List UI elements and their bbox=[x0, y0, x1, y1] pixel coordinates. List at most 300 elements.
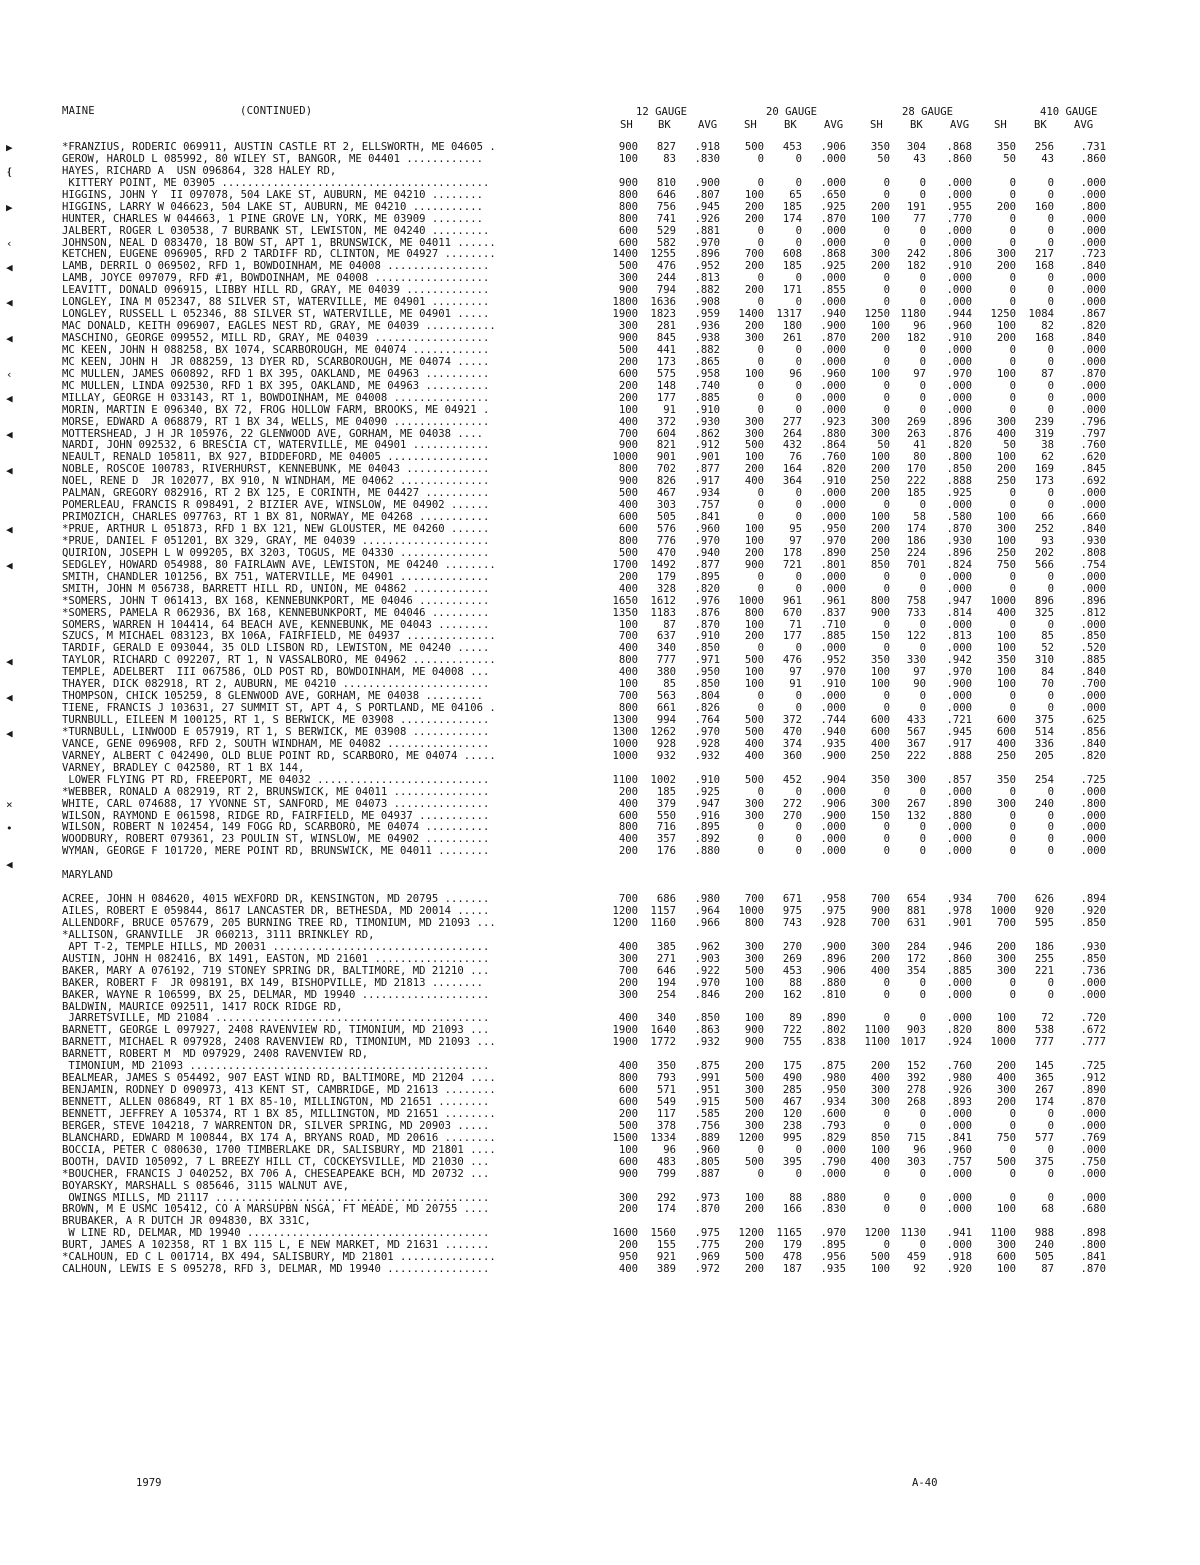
score-cell: 476 bbox=[656, 260, 676, 273]
column-header: AVG bbox=[698, 119, 718, 131]
score-cell: .000 bbox=[1080, 487, 1106, 500]
score-cell: .918 bbox=[946, 1251, 972, 1264]
score-cell: 217 bbox=[1034, 248, 1054, 261]
score-cell: 0 bbox=[757, 379, 764, 392]
score-cell: 1300 bbox=[612, 714, 638, 726]
score-cell: 1002 bbox=[650, 773, 676, 786]
shooter-entry: *SOMERS, PAMELA R 062936, BX 168, KENNEBUNKPORT, ME 04046 ......... bbox=[62, 607, 490, 619]
score-cell: 304 bbox=[906, 141, 926, 153]
score-cell: .896 bbox=[820, 952, 846, 965]
score-cell: .000 bbox=[946, 845, 972, 858]
score-cell: .970 bbox=[946, 367, 972, 380]
score-cell: 173 bbox=[656, 355, 676, 368]
score-cell: .820 bbox=[694, 582, 720, 595]
score-cell: 500 bbox=[744, 1155, 764, 1168]
score-cell: .850 bbox=[1080, 916, 1106, 929]
score-cell: .850 bbox=[946, 463, 972, 476]
score-cell: 100 bbox=[996, 451, 1016, 464]
score-cell: 0 bbox=[795, 176, 802, 189]
score-cell: 277 bbox=[782, 415, 802, 428]
score-cell: 174 bbox=[656, 1203, 676, 1216]
score-cell: .910 bbox=[946, 260, 972, 273]
score-cell: 0 bbox=[1047, 176, 1054, 189]
score-cell: .770 bbox=[946, 212, 972, 225]
score-cell: 200 bbox=[744, 200, 764, 213]
score-cell: 185 bbox=[906, 487, 926, 500]
score-cell: 0 bbox=[757, 391, 764, 404]
score-cell: .888 bbox=[946, 749, 972, 762]
score-cell: .000 bbox=[1080, 988, 1106, 1001]
margin-mark-icon: ◀ bbox=[6, 523, 13, 537]
score-cell: 0 bbox=[883, 236, 890, 249]
score-cell: 0 bbox=[883, 355, 890, 368]
score-cell: 733 bbox=[906, 606, 926, 619]
score-cell: 300 bbox=[996, 952, 1016, 965]
score-cell: 0 bbox=[795, 355, 802, 368]
shooter-entry: SOMERS, WARREN H 104414, 64 BEACH AVE, KENNEBUNK, ME 04043 ........ bbox=[62, 619, 490, 631]
score-cell: 600 bbox=[618, 1096, 638, 1108]
table-row bbox=[62, 727, 1142, 739]
margin-mark-icon: ◀ bbox=[6, 858, 13, 871]
score-cell: 700 bbox=[618, 690, 638, 703]
score-cell: .000 bbox=[820, 152, 846, 165]
score-cell: 0 bbox=[883, 821, 890, 834]
score-cell: .855 bbox=[820, 284, 846, 297]
margin-mark-icon: ❴ bbox=[6, 164, 13, 178]
score-cell: 171 bbox=[782, 284, 802, 297]
score-cell: 800 bbox=[618, 534, 638, 547]
score-cell: .856 bbox=[1080, 725, 1106, 738]
score-cell: .960 bbox=[694, 1143, 720, 1156]
score-cell: .924 bbox=[946, 1036, 972, 1049]
score-cell: 0 bbox=[883, 988, 890, 1001]
score-cell: 0 bbox=[919, 570, 926, 583]
score-cell: .890 bbox=[820, 1012, 846, 1025]
score-cell: 1165 bbox=[776, 1227, 802, 1240]
table-row bbox=[62, 1145, 1142, 1157]
table-row bbox=[62, 1061, 1142, 1073]
score-cell: .000 bbox=[1080, 391, 1106, 404]
score-cell: .895 bbox=[820, 1239, 846, 1252]
margin-mark-icon: ◀ bbox=[6, 690, 13, 704]
score-cell: 1560 bbox=[650, 1227, 676, 1240]
score-cell: 0 bbox=[757, 403, 764, 416]
score-cell: 0 bbox=[883, 188, 890, 201]
score-cell: 200 bbox=[744, 988, 764, 1001]
score-cell: .952 bbox=[694, 260, 720, 273]
score-cell: 100 bbox=[744, 1191, 764, 1204]
score-cell: 0 bbox=[1047, 618, 1054, 631]
score-cell: .932 bbox=[694, 1036, 720, 1049]
score-cell: 700 bbox=[618, 427, 638, 440]
score-cell: .723 bbox=[1080, 248, 1106, 261]
shooter-entry: BOOTH, DAVID 105092, 7 L BREEZY HILL CT, COCKEYSVILLE, MD 21030 ... bbox=[62, 1156, 490, 1168]
score-cell: .000 bbox=[946, 391, 972, 404]
score-cell: .950 bbox=[820, 523, 846, 535]
score-cell: .870 bbox=[820, 332, 846, 344]
score-cell: 354 bbox=[906, 964, 926, 977]
score-cell: .840 bbox=[1080, 523, 1106, 535]
score-cell: .917 bbox=[694, 475, 720, 488]
score-cell: .868 bbox=[946, 141, 972, 153]
score-cell: 0 bbox=[1047, 284, 1054, 297]
score-cell: .910 bbox=[820, 678, 846, 691]
score-cell: 0 bbox=[919, 236, 926, 249]
table-row bbox=[62, 584, 1142, 596]
score-cell: .812 bbox=[1080, 606, 1106, 619]
shooter-entry: POMERLEAU, FRANCIS R 098491, 2 BIZIER AVE, WINSLOW, ME 04902 ...... bbox=[62, 500, 490, 512]
score-cell: 0 bbox=[919, 499, 926, 512]
score-cell: 0 bbox=[1047, 188, 1054, 201]
score-cell: 0 bbox=[795, 236, 802, 249]
margin-mark-icon: ◀ bbox=[6, 260, 13, 274]
score-cell: .840 bbox=[1080, 260, 1106, 273]
score-cell: 240 bbox=[1034, 1239, 1054, 1252]
score-cell: 0 bbox=[1009, 499, 1016, 512]
score-cell: 600 bbox=[618, 236, 638, 249]
score-cell: 0 bbox=[919, 1012, 926, 1025]
table-row bbox=[62, 572, 1142, 584]
score-cell: 0 bbox=[1009, 296, 1016, 309]
score-cell: 800 bbox=[618, 463, 638, 476]
table-row bbox=[62, 560, 1142, 572]
score-cell: 50 bbox=[877, 152, 890, 165]
table-row bbox=[62, 787, 1142, 799]
score-cell: .808 bbox=[1080, 546, 1106, 559]
score-cell: 100 bbox=[996, 1263, 1016, 1276]
score-cell: 0 bbox=[919, 642, 926, 655]
column-header: AVG bbox=[824, 119, 844, 131]
score-cell: 300 bbox=[870, 415, 890, 428]
score-cell: 777 bbox=[1034, 1036, 1054, 1049]
shooter-entry: BARNETT, GEORGE L 097927, 2408 RAVENVIEW RD, TIMONIUM, MD 21093 ... bbox=[62, 1025, 490, 1037]
score-cell: 1612 bbox=[650, 594, 676, 607]
score-cell: 800 bbox=[996, 1024, 1016, 1037]
score-cell: .940 bbox=[820, 308, 846, 321]
score-cell: 500 bbox=[744, 1096, 764, 1108]
score-cell: 921 bbox=[656, 1251, 676, 1264]
score-cell: 800 bbox=[618, 188, 638, 201]
score-cell: .882 bbox=[694, 343, 720, 356]
score-cell: 357 bbox=[656, 833, 676, 846]
score-cell: 389 bbox=[656, 1263, 676, 1276]
score-cell: 319 bbox=[1034, 427, 1054, 440]
score-cell: 0 bbox=[757, 224, 764, 237]
score-cell: 350 bbox=[996, 141, 1016, 153]
score-cell: 122 bbox=[906, 630, 926, 643]
score-cell: .870 bbox=[1080, 1263, 1106, 1276]
score-cell: 0 bbox=[919, 821, 926, 834]
score-cell: 1157 bbox=[650, 905, 676, 917]
score-cell: 600 bbox=[618, 809, 638, 822]
score-cell: 900 bbox=[870, 905, 890, 917]
score-cell: 1200 bbox=[738, 1131, 764, 1144]
score-cell: 300 bbox=[996, 523, 1016, 535]
score-cell: 97 bbox=[913, 666, 926, 679]
score-cell: 800 bbox=[618, 654, 638, 667]
score-cell: 776 bbox=[656, 534, 676, 547]
table-row bbox=[62, 954, 1142, 966]
margin-mark-icon: ◀ bbox=[6, 427, 13, 441]
score-cell: 821 bbox=[656, 439, 676, 452]
score-cell: .620 bbox=[1080, 451, 1106, 464]
margin-mark-icon: ◀ bbox=[6, 559, 13, 573]
score-cell: .731 bbox=[1080, 141, 1106, 153]
score-cell: .876 bbox=[946, 427, 972, 440]
score-cell: .805 bbox=[694, 1155, 720, 1168]
score-cell: 0 bbox=[919, 1107, 926, 1120]
score-cell: 97 bbox=[789, 666, 802, 679]
score-cell: .736 bbox=[1080, 964, 1106, 977]
score-cell: .804 bbox=[694, 690, 720, 703]
score-cell: 400 bbox=[744, 749, 764, 762]
score-cell: 367 bbox=[906, 737, 926, 750]
score-cell: 608 bbox=[782, 248, 802, 261]
score-cell: 994 bbox=[656, 714, 676, 726]
score-cell: .826 bbox=[694, 702, 720, 715]
score-cell: 336 bbox=[1034, 737, 1054, 750]
shooter-entry: JARRETSVILLE, MD 21084 ........................................... bbox=[62, 1013, 490, 1025]
table-row bbox=[62, 608, 1142, 620]
score-cell: .000 bbox=[946, 642, 972, 655]
score-cell: .000 bbox=[1080, 845, 1106, 858]
score-cell: .660 bbox=[1080, 511, 1106, 524]
score-cell: 0 bbox=[1047, 391, 1054, 404]
score-cell: 0 bbox=[757, 236, 764, 249]
score-cell: 200 bbox=[618, 785, 638, 798]
score-cell: .750 bbox=[1080, 1155, 1106, 1168]
score-cell: 0 bbox=[757, 821, 764, 834]
score-cell: 254 bbox=[656, 988, 676, 1001]
score-cell: .912 bbox=[694, 439, 720, 452]
score-cell: 0 bbox=[757, 642, 764, 655]
score-cell: .864 bbox=[820, 439, 846, 452]
table-row bbox=[62, 1013, 1142, 1025]
score-cell: 0 bbox=[1009, 845, 1016, 858]
score-cell: 350 bbox=[996, 773, 1016, 786]
score-cell: 300 bbox=[618, 320, 638, 333]
score-cell: 0 bbox=[919, 1119, 926, 1132]
score-cell: 0 bbox=[919, 618, 926, 631]
score-cell: 174 bbox=[1034, 1096, 1054, 1108]
table-row bbox=[62, 405, 1142, 417]
shooter-entry: MORSE, EDWARD A 068879, RT 1 BX 34, WELLS, ME 04090 ............... bbox=[62, 416, 490, 428]
score-cell: .952 bbox=[820, 654, 846, 667]
score-cell: .000 bbox=[946, 702, 972, 715]
score-cell: 300 bbox=[618, 952, 638, 965]
score-cell: 800 bbox=[618, 821, 638, 834]
score-cell: 800 bbox=[618, 212, 638, 225]
footer-page-number: A-40 bbox=[912, 1477, 938, 1489]
score-cell: 300 bbox=[744, 332, 764, 344]
score-cell: .000 bbox=[946, 176, 972, 189]
score-cell: 177 bbox=[656, 391, 676, 404]
table-row bbox=[62, 1133, 1142, 1145]
score-cell: .934 bbox=[694, 487, 720, 500]
score-cell: 300 bbox=[996, 964, 1016, 977]
score-cell: .760 bbox=[946, 1060, 972, 1073]
score-cell: 600 bbox=[996, 714, 1016, 726]
score-cell: .000 bbox=[1080, 224, 1106, 237]
score-cell: 68 bbox=[1041, 1203, 1054, 1216]
score-cell: 200 bbox=[996, 260, 1016, 273]
score-cell: .936 bbox=[694, 320, 720, 333]
shooter-entry: WHITE, CARL 074688, 17 YVONNE ST, SANFORD, ME 04073 ............... bbox=[62, 798, 490, 810]
score-cell: 900 bbox=[618, 141, 638, 153]
score-cell: .000 bbox=[820, 379, 846, 392]
score-cell: .870 bbox=[946, 523, 972, 535]
table-row bbox=[62, 333, 1142, 345]
score-cell: .000 bbox=[946, 1119, 972, 1132]
score-cell: 600 bbox=[870, 714, 890, 726]
score-cell: 567 bbox=[906, 725, 926, 738]
score-cell: 88 bbox=[789, 976, 802, 989]
score-cell: .000 bbox=[946, 272, 972, 285]
shooter-entry: PRIMOZICH, CHARLES 097763, RT 1 BX 81, NORWAY, ME 04268 ........... bbox=[62, 512, 490, 524]
table-row bbox=[62, 620, 1142, 632]
shooter-entry: JALBERT, ROGER L 030538, 7 BURBANK ST, LEWISTON, ME 04240 ......... bbox=[62, 225, 490, 237]
score-cell: 176 bbox=[656, 845, 676, 858]
score-cell: .890 bbox=[946, 797, 972, 810]
score-cell: 0 bbox=[757, 296, 764, 309]
score-cell: 300 bbox=[996, 1084, 1016, 1097]
score-cell: 200 bbox=[870, 260, 890, 273]
score-cell: 1000 bbox=[738, 905, 764, 917]
score-cell: .000 bbox=[946, 1191, 972, 1204]
score-cell: .672 bbox=[1080, 1024, 1106, 1037]
score-cell: 721 bbox=[782, 558, 802, 571]
score-cell: 0 bbox=[795, 403, 802, 416]
shooter-entry: BALDWIN, MAURICE 092511, 1417 ROCK RIDGE RD, bbox=[62, 1001, 343, 1013]
score-cell: 0 bbox=[1047, 379, 1054, 392]
score-cell: 800 bbox=[744, 916, 764, 929]
score-cell: .625 bbox=[1080, 714, 1106, 726]
score-cell: .862 bbox=[694, 427, 720, 440]
score-cell: .940 bbox=[820, 725, 846, 738]
score-cell: 340 bbox=[656, 642, 676, 655]
score-cell: 500 bbox=[744, 1251, 764, 1264]
column-header: SH bbox=[870, 119, 883, 131]
score-cell: 72 bbox=[1041, 1012, 1054, 1025]
score-cell: .000 bbox=[1080, 1167, 1106, 1180]
score-cell: 0 bbox=[1047, 702, 1054, 715]
score-cell: .850 bbox=[694, 1012, 720, 1025]
score-cell: 100 bbox=[744, 188, 764, 201]
table-row bbox=[62, 631, 1142, 643]
score-cell: 700 bbox=[870, 893, 890, 906]
score-cell: .910 bbox=[946, 332, 972, 344]
score-cell: .846 bbox=[694, 988, 720, 1001]
score-cell: 300 bbox=[906, 773, 926, 786]
score-cell: 250 bbox=[870, 749, 890, 762]
score-cell: .865 bbox=[694, 355, 720, 368]
score-cell: 716 bbox=[656, 821, 676, 834]
score-cell: 200 bbox=[618, 845, 638, 858]
score-cell: .976 bbox=[694, 594, 720, 607]
score-cell: 538 bbox=[1034, 1024, 1054, 1037]
score-cell: 0 bbox=[757, 582, 764, 595]
score-cell: 0 bbox=[1009, 582, 1016, 595]
table-row bbox=[62, 142, 1142, 154]
score-cell: 400 bbox=[618, 797, 638, 810]
score-cell: .900 bbox=[946, 678, 972, 691]
score-cell: .000 bbox=[946, 224, 972, 237]
score-cell: .000 bbox=[1080, 690, 1106, 703]
score-cell: 1700 bbox=[612, 558, 638, 571]
score-cell: 1200 bbox=[738, 1227, 764, 1240]
score-cell: 168 bbox=[1034, 332, 1054, 344]
score-cell: 395 bbox=[782, 1155, 802, 1168]
score-cell: 826 bbox=[656, 475, 676, 488]
score-cell: 1334 bbox=[650, 1131, 676, 1144]
score-cell: .754 bbox=[1080, 558, 1106, 571]
score-cell: .895 bbox=[694, 570, 720, 583]
score-cell: .000 bbox=[820, 236, 846, 249]
score-cell: .875 bbox=[820, 1060, 846, 1073]
table-row bbox=[62, 464, 1142, 476]
score-cell: 1180 bbox=[900, 308, 926, 321]
score-cell: 1183 bbox=[650, 606, 676, 619]
score-cell: 200 bbox=[870, 952, 890, 965]
table-row bbox=[62, 548, 1142, 560]
score-cell: 38 bbox=[1041, 439, 1054, 452]
table-row bbox=[62, 524, 1142, 536]
score-cell: .000 bbox=[1080, 343, 1106, 356]
score-cell: .000 bbox=[820, 296, 846, 309]
score-cell: 200 bbox=[618, 976, 638, 989]
score-cell: 722 bbox=[782, 1024, 802, 1037]
score-cell: .932 bbox=[694, 749, 720, 762]
score-cell: 100 bbox=[618, 618, 638, 631]
score-cell: 200 bbox=[744, 320, 764, 333]
score-cell: 41 bbox=[913, 439, 926, 452]
score-cell: .760 bbox=[820, 451, 846, 464]
score-cell: .000 bbox=[1080, 284, 1106, 297]
table-row bbox=[62, 846, 1142, 858]
table-row bbox=[62, 596, 1142, 608]
score-cell: 1200 bbox=[612, 905, 638, 917]
shooter-entry: WOODBURY, ROBERT 079361, 23 POULIN ST, WINSLOW, ME 04902 .......... bbox=[62, 834, 490, 846]
score-cell: .000 bbox=[820, 1167, 846, 1180]
score-cell: 52 bbox=[1041, 642, 1054, 655]
score-cell: .740 bbox=[694, 379, 720, 392]
score-cell: 500 bbox=[744, 1072, 764, 1085]
score-cell: .940 bbox=[694, 546, 720, 559]
score-cell: 800 bbox=[618, 1072, 638, 1085]
score-cell: 100 bbox=[996, 534, 1016, 547]
score-cell: .959 bbox=[694, 308, 720, 321]
score-cell: 1640 bbox=[650, 1024, 676, 1037]
score-cell: 150 bbox=[870, 630, 890, 643]
score-cell: 1000 bbox=[990, 905, 1016, 917]
score-cell: 961 bbox=[782, 594, 802, 607]
table-row bbox=[62, 691, 1142, 703]
score-cell: 0 bbox=[919, 1191, 926, 1204]
score-cell: 0 bbox=[919, 355, 926, 368]
score-cell: 0 bbox=[1047, 833, 1054, 846]
score-cell: 0 bbox=[1009, 1119, 1016, 1132]
shooter-entry: WILSON, ROBERT N 102454, 149 FOGG RD, SCARBORO, ME 04074 .......... bbox=[62, 822, 490, 834]
score-cell: 263 bbox=[906, 427, 926, 440]
score-cell: 173 bbox=[1034, 475, 1054, 488]
score-cell: 0 bbox=[1009, 833, 1016, 846]
score-cell: 400 bbox=[618, 1012, 638, 1025]
score-cell: .810 bbox=[820, 988, 846, 1001]
score-cell: 0 bbox=[795, 511, 802, 524]
score-cell: .600 bbox=[820, 1107, 846, 1120]
score-cell: 100 bbox=[744, 367, 764, 380]
score-cell: 200 bbox=[996, 940, 1016, 953]
